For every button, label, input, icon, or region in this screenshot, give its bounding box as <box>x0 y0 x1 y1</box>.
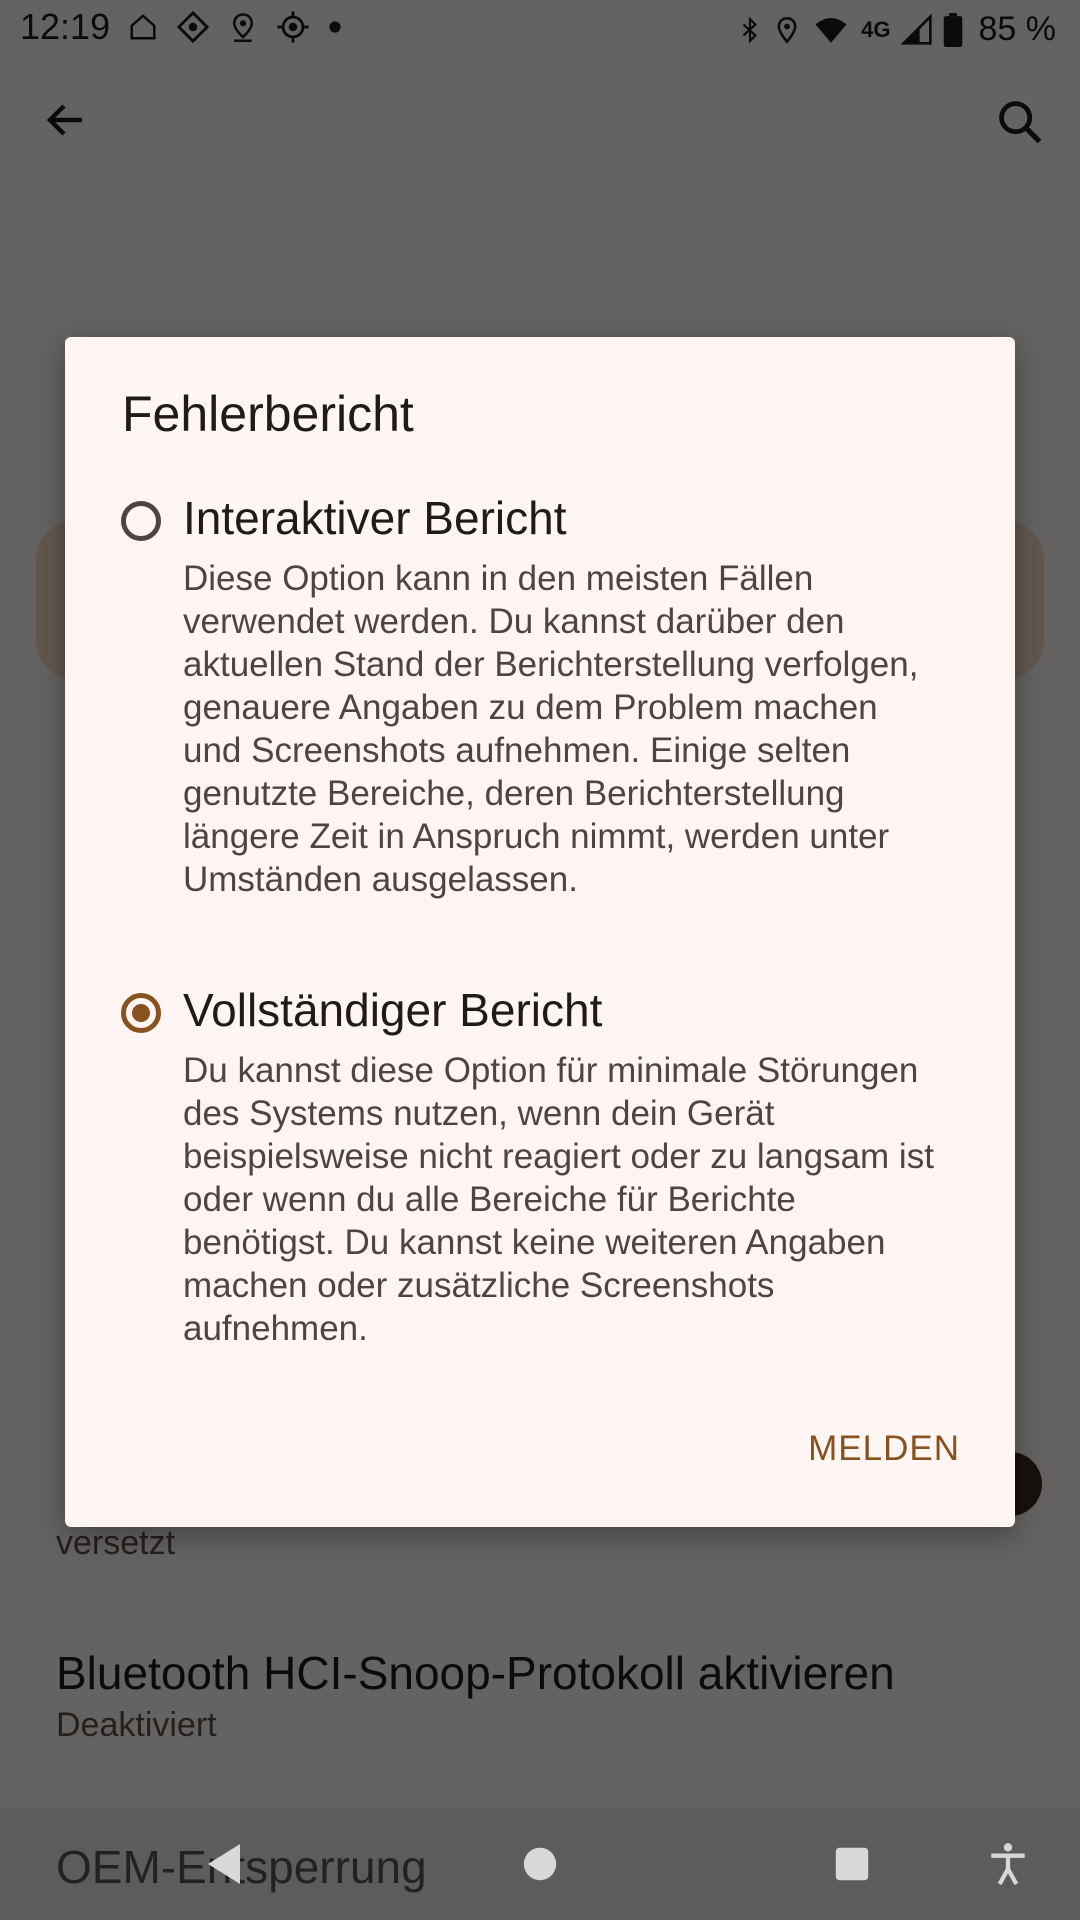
nav-home-icon[interactable] <box>506 1830 574 1898</box>
radio-checked-icon[interactable] <box>121 993 161 1033</box>
dialog-title: Fehlerbericht <box>122 386 414 442</box>
report-button[interactable]: MELDEN <box>808 1429 960 1468</box>
option-label: Vollständiger Bericht <box>183 984 603 1036</box>
bug-report-dialog <box>65 337 1015 1527</box>
accessibility-icon[interactable] <box>974 1830 1042 1898</box>
option-description: Du kannst diese Option für minimale Störungen des Systems nutzen, wenn dein Gerät beispielsweise nicht reagiert oder zu langsam ist oder wenn du alle Bereiche für Berichte benötigst. Du kannst keine weiteren Angaben machen oder zusätzliche Screenshots aufnehmen. <box>183 1051 934 1348</box>
navigation-bar <box>0 1808 1080 1920</box>
nav-recents-icon[interactable] <box>818 1830 886 1898</box>
radio-unchecked-icon[interactable] <box>121 501 161 541</box>
nav-back-icon[interactable] <box>190 1830 258 1898</box>
option-description: Diese Option kann in den meisten Fällen verwendet werden. Du kannst darüber den aktuellen Stand der Berichterstellung verfolgen, genauere Angaben zu dem Problem machen und Screenshots aufnehmen. Einige selten genutzte Bereiche, deren Berichterstellung längere Zeit in Anspruch nimmt, werden unter Umständen ausgelassen. <box>183 559 919 899</box>
option-label: Interaktiver Bericht <box>183 492 567 544</box>
